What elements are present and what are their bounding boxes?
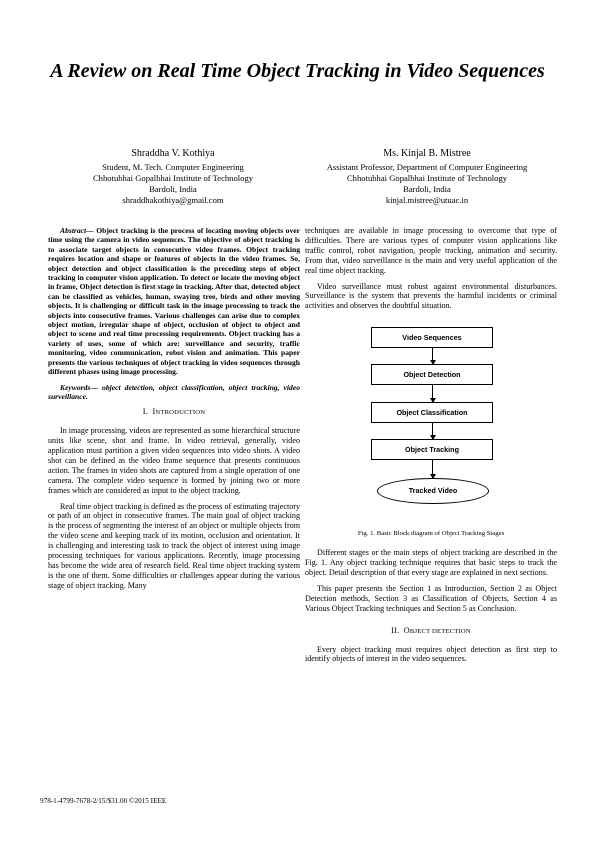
diagram-arrow — [432, 348, 433, 364]
author-email: kinjal.mistree@utuac.in — [385, 195, 469, 205]
right-column — [305, 226, 557, 670]
diagram-arrow — [432, 460, 433, 478]
author-city: Bardoli, India — [149, 184, 197, 194]
author-institute: Chhotubhai Gopalbhai Institute of Technology — [92, 173, 254, 183]
body-paragraph: Different stages or the main steps of object tracking are described in the Fig. 1. Any object tracking technique requires that basic steps to track the object. Detail description of that every stage are explained in next sections. — [305, 548, 557, 577]
figure-caption: Fig. 1. Basic Block diagram of Object Tracking Stages — [357, 530, 505, 538]
left-column — [48, 226, 300, 597]
section-heading-introduction: I. INTRODUCTION — [142, 407, 206, 417]
keywords: Keywords— object detection, object classification, object tracking, video surveillance. — [48, 382, 300, 401]
abstract-text: Object tracking is the process of locating moving objects over time using the camera in video sequences. The objective of object tracking is to associate target objects in consecutive video frames. Object tracking requires location and shape or features of objects in the video frames. So, object detection and object classification is the preceding steps of object tracking in computer vision application. To detect or locate the moving object in frame, Object detection is first stage in tracking. After that, detected object can be classified as vehicles, human, swaying tree, birds and other moving objects. It is challenging or difficult task in the image processing to track the objects into consecutive frames. Various challenges can arise due to complex object motion, irregular shape of object, occlusion of object to object and object to scene and real time processing requirements. Object tracking has a variety of uses, some of which are: surveillance and security, traffic monitoring, video communication, robot vision and animation. This paper presents the various techniques of object tracking in video sequences through different phases using image processing. — [48, 226, 300, 377]
diagram-arrow — [432, 385, 433, 402]
diagram-ellipse-tracked-video: Tracked Video — [377, 478, 489, 504]
author-affiliation: Assistant Professor, Department of Computer Engineering — [326, 162, 528, 172]
block-diagram — [305, 317, 557, 524]
section-heading-object-detection: II. OBJECT DETECTION — [391, 625, 471, 635]
diagram-box-object-detection: Object Detection — [371, 364, 493, 385]
paper-title: A Review on Real Time Object Tracking in Video Sequences — [50, 60, 545, 82]
diagram-box-object-tracking: Object Tracking — [371, 439, 493, 460]
author-institute: Chhotubhai Gopalbhai Institute of Technology — [346, 173, 508, 183]
abstract-label: Abstract— — [60, 226, 94, 235]
author-city: Bardoli, India — [403, 184, 451, 194]
diagram-box-object-classification: Object Classification — [371, 402, 493, 423]
abstract — [48, 226, 300, 377]
diagram-arrow — [432, 423, 433, 439]
diagram-box-video-sequences: Video Sequences — [371, 327, 493, 348]
body-paragraph: techniques are available in image processing to overcome that type of difficulties. There are various types of computer vision applications like traffic control, robot navigation, people tracking, animation and security. From that, video surveillance is the main and very useful application of the real time object tracking. — [305, 226, 557, 275]
author-block-2 — [302, 147, 552, 206]
copyright-footer: 978-1-4799-7678-2/15/$31.00 ©2015 IEEE — [40, 797, 167, 805]
body-paragraph: Every object tracking must requires object detection as first step to identify objects of interest in the video sequences. — [305, 644, 557, 664]
author-name: Ms. Kinjal B. Mistree — [383, 148, 471, 159]
body-paragraph: In image processing, videos are represented as some hierarchical structure units like scene, shot and frame. In video retrieval, generally, video application must partition a given video sequences into video shots. A video shot can be defined as the video frame sequence that presents continuous action. The frames in video shots are captured from a single operation of one camera. The complete video sequence is formed by joining two or more frames which are considered as input to the object tracking. — [48, 426, 301, 495]
body-paragraph: Video surveillance must robust against environmental disturbances. Surveillance is the system that prevents the harmful incidents or criminal activities and observes the doubtful situation. — [305, 281, 557, 311]
author-name: Shraddha V. Kothiya — [131, 148, 215, 159]
author-email: shraddhakothiya@gmail.com — [122, 195, 224, 205]
author-block-1 — [48, 147, 298, 206]
author-affiliation: Student, M. Tech. Computer Engineering — [102, 162, 244, 172]
body-paragraph: This paper presents the Section 1 as Introduction, Section 2 as Object Detection methods, Section 3 as Classification of Objects, Section 4 as Various Object Tracking techniques and Section 5 as Conclusion. — [305, 583, 557, 613]
body-paragraph: Real time object tracking is defined as the process of estimating trajectory or path of an object in consecutive frames. The main goal of object tracking is the process of segmenting the interest of an object or multiple objects from the video scene and keeping track of its motion, occlusion and orientation. It is challenging and interesting task to track the object of interest using image processing techniques for various applications. Recently, image processing has become the wide area of research field. Real time object tracking system is the one of them. Some difficulties or challenges appear during the various stage of object tracking. Many — [48, 501, 300, 590]
